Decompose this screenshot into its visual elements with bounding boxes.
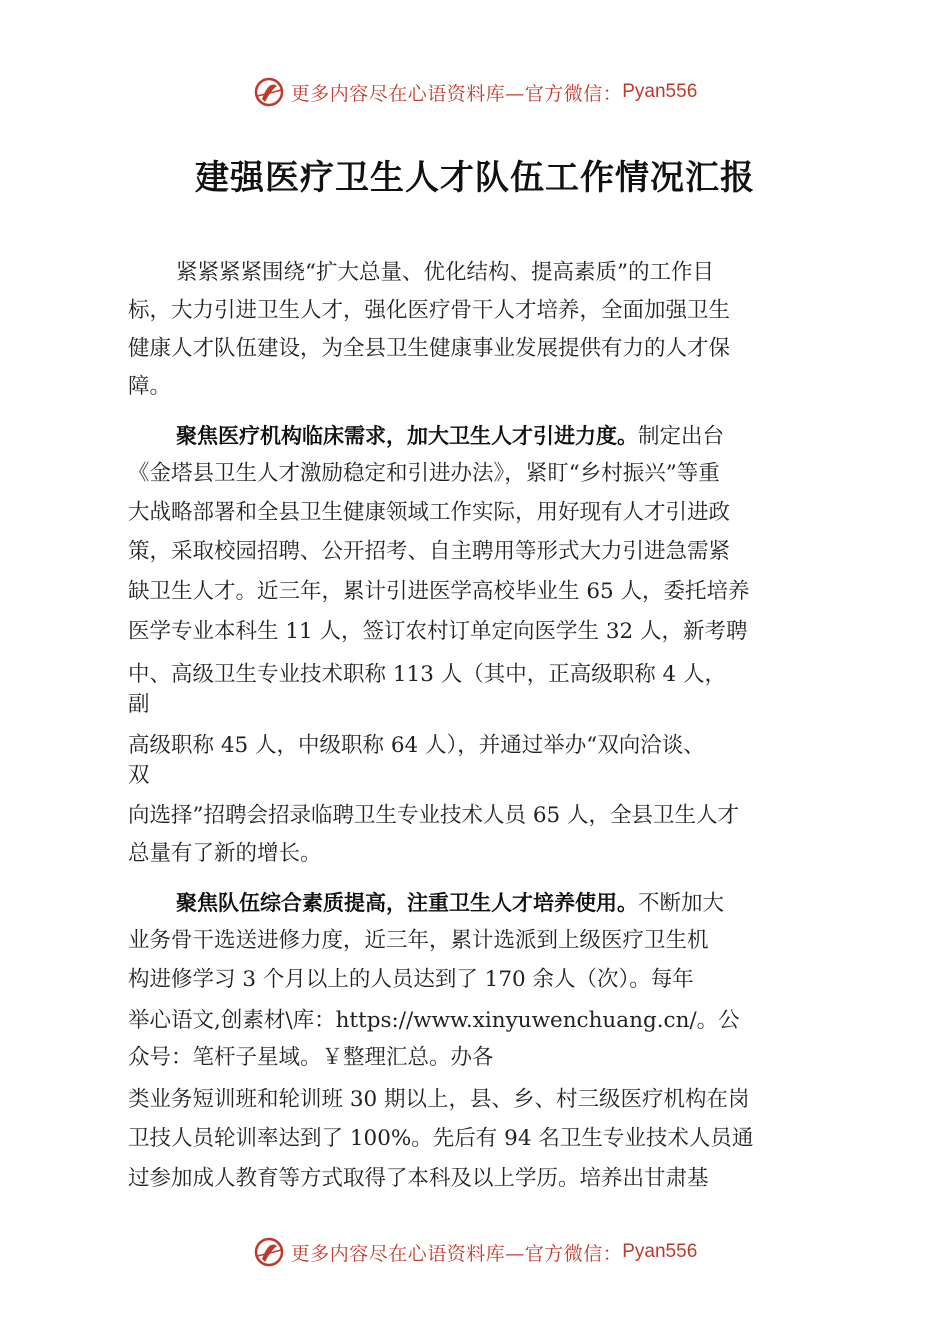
p3-first-line xyxy=(176,888,876,919)
p2-line-4: 缺卫生人才。近三年，累计引进医学高校毕业生 65 人，委托培养 xyxy=(128,579,750,604)
p3-line-4: 众号：笔杆子星域。￥整理汇总。办各 xyxy=(128,1045,494,1070)
p2-line-7: 副 xyxy=(128,692,150,717)
p3-line-2: 构进修学习 3 个月以上的人员达到了 170 余人（次）。每年 xyxy=(128,967,694,992)
p3-line-3: 举心语文,创素材\库：https://www.xinyuwenchuang.cn/。公 xyxy=(128,1008,740,1033)
brand-logo-icon xyxy=(253,1236,285,1268)
header-banner xyxy=(0,72,950,112)
p3-heading: 聚焦队伍综合素质提高，注重卫生人才培养使用。 xyxy=(176,891,638,915)
wechat-id: Pyan556 xyxy=(622,1241,698,1262)
p2-line-8: 高级职称 45 人，中级职称 64 人），并通过举办“双向洽谈、 xyxy=(128,733,705,758)
p1-line-4: 障。 xyxy=(128,374,172,399)
p2-line-11: 总量有了新的增长。 xyxy=(128,841,322,866)
p3-lead: 不断加大 xyxy=(638,891,725,916)
p2-line-3: 策，采取校园招聘、公开招考、自主聘用等形式大力引进急需紧 xyxy=(128,539,731,564)
p2-line-2: 大战略部署和全县卫生健康领域工作实际，用好现有人才引进政 xyxy=(128,500,731,525)
p3-line-6: 卫技人员轮训率达到了 100%。先后有 94 名卫生专业技术人员通 xyxy=(128,1126,754,1151)
p3-line-7: 过参加成人教育等方式取得了本科及以上学历。培养出甘肃基 xyxy=(128,1166,709,1191)
footer-banner xyxy=(0,1232,950,1272)
p2-heading: 聚焦医疗机构临床需求，加大卫生人才引进力度。 xyxy=(176,424,638,448)
p2-line-5: 医学专业本科生 11 人，签订农村订单定向医学生 32 人，新考聘 xyxy=(128,619,748,644)
wechat-id: Pyan556 xyxy=(622,81,698,102)
p2-line-1: 《金塔县卫生人才激励稳定和引进办法》，紧盯“乡村振兴”等重 xyxy=(128,461,720,486)
p2-line-10: 向选择”招聘会招录临聘卫生专业技术人员 65 人，全县卫生人才 xyxy=(128,803,740,828)
banner-text: 更多内容尽在心语资料库—官方微信： xyxy=(290,82,623,105)
p3-line-5: 类业务短训班和轮训班 30 期以上，县、乡、村三级医疗机构在岗 xyxy=(128,1087,750,1112)
brand-logo-icon xyxy=(253,76,285,108)
p1-line-3: 健康人才队伍建设，为全县卫生健康事业发展提供有力的人才保 xyxy=(128,336,731,361)
banner-text: 更多内容尽在心语资料库—官方微信： xyxy=(290,1242,623,1265)
p1-line-2: 标，大力引进卫生人才，强化医疗骨干人才培养，全面加强卫生 xyxy=(128,298,731,323)
p2-first-line xyxy=(176,421,876,452)
p1-line-1: 紧紧紧紧围绕“扩大总量、优化结构、提高素质”的工作目 xyxy=(176,260,714,285)
document-title: 建强医疗卫生人才队伍工作情况汇报 xyxy=(195,158,755,198)
p2-line-6: 中、高级卫生专业技术职称 113 人（其中，正高级职称 4 人， xyxy=(128,662,727,687)
p2-line-9: 双 xyxy=(128,763,150,788)
p3-line-1: 业务骨干选送进修力度，近三年，累计选派到上级医疗卫生机 xyxy=(128,928,709,953)
p2-lead: 制定出台 xyxy=(638,424,725,449)
